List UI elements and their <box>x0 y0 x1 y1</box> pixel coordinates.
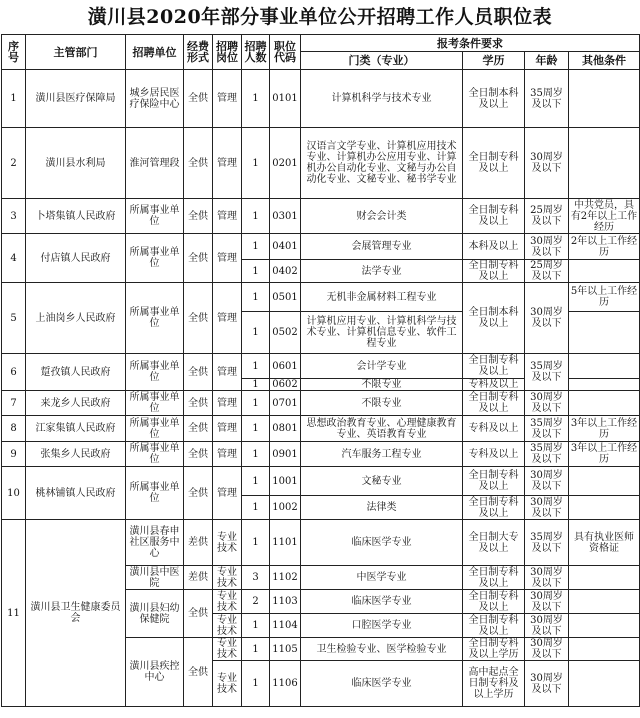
other-cell <box>569 467 640 496</box>
code-cell: 1002 <box>270 496 301 520</box>
major-cell: 汽车服务工程专业 <box>301 442 463 467</box>
edu-cell: 全日制专科及以上学历 <box>463 638 525 661</box>
num-cell: 1 <box>242 614 270 638</box>
edu-cell: 全日制专科及以上 <box>463 496 525 520</box>
fund-cell: 全供 <box>184 638 213 707</box>
post-cell: 专业技术 <box>213 590 242 614</box>
header-seq: 序号 <box>2 35 26 70</box>
num-cell: 1 <box>242 520 270 566</box>
edu-cell: 全日制专科及以上 <box>463 128 525 199</box>
other-cell: 3年以上工作经历 <box>569 442 640 467</box>
code-cell: 0402 <box>270 260 301 283</box>
post-cell: 管理 <box>213 128 242 199</box>
other-cell: 具有执业医师资格证 <box>569 520 640 566</box>
other-cell <box>569 590 640 614</box>
seq-cell: 10 <box>2 467 26 520</box>
major-cell: 思想政治教育专业、心理健康教育专业、英语教育专业 <box>301 416 463 442</box>
fund-cell: 全供 <box>184 199 213 234</box>
post-cell: 管理 <box>213 416 242 442</box>
edu-cell: 全日制专科及以上 <box>463 566 525 590</box>
other-cell <box>569 661 640 707</box>
age-cell: 30周岁及以下 <box>525 566 569 590</box>
header-unit: 招聘单位 <box>126 35 184 70</box>
code-cell: 0601 <box>270 354 301 379</box>
age-cell: 35周岁及以下 <box>525 442 569 467</box>
unit-cell: 所属事业单位 <box>126 199 184 234</box>
edu-cell: 全日制专科及以上 <box>463 467 525 496</box>
fund-cell: 全供 <box>184 391 213 416</box>
edu-cell: 高中起点全日制专科及以上学历 <box>463 661 525 707</box>
major-cell: 计算机应用专业、计算机科学与技术专业、计算机信息专业、软件工程专业 <box>301 312 463 354</box>
recruitment-table <box>1 34 640 707</box>
seq-cell: 3 <box>2 199 26 234</box>
unit-cell: 城乡居民医疗保险中心 <box>126 70 184 128</box>
major-cell: 中医学专业 <box>301 566 463 590</box>
dept-cell: 来龙乡人民政府 <box>26 391 126 416</box>
edu-cell: 全日制本科及以上 <box>463 283 525 354</box>
num-cell: 1 <box>242 260 270 283</box>
num-cell: 2 <box>242 590 270 614</box>
post-cell: 专业技术 <box>213 566 242 590</box>
other-cell: 2年以上工作经历 <box>569 234 640 260</box>
code-cell: 0602 <box>270 379 301 391</box>
code-cell: 1105 <box>270 638 301 661</box>
fund-cell: 全供 <box>184 442 213 467</box>
post-cell: 专业技术 <box>213 661 242 707</box>
fund-cell: 全供 <box>184 354 213 391</box>
age-cell: 30周岁及以下 <box>525 614 569 638</box>
table-row <box>2 520 640 566</box>
post-cell: 专业技术 <box>213 638 242 661</box>
other-cell <box>569 312 640 354</box>
other-cell: 中共党员，具有2年以上工作经历 <box>569 199 640 234</box>
edu-cell: 全日制专科及以上 <box>463 199 525 234</box>
seq-cell: 6 <box>2 354 26 391</box>
num-cell: 1 <box>242 234 270 260</box>
seq-cell: 8 <box>2 416 26 442</box>
code-cell: 0301 <box>270 199 301 234</box>
header-post: 招聘岗位 <box>213 35 242 70</box>
code-cell: 1104 <box>270 614 301 638</box>
fund-cell: 全供 <box>184 416 213 442</box>
seq-cell: 4 <box>2 234 26 283</box>
seq-cell: 7 <box>2 391 26 416</box>
unit-cell: 所属事业单位 <box>126 442 184 467</box>
age-cell: 35周岁及以下 <box>525 354 569 391</box>
unit-cell: 淮河管理段 <box>126 128 184 199</box>
edu-cell: 全日制专科及以上 <box>463 354 525 379</box>
num-cell: 1 <box>242 496 270 520</box>
num-cell: 1 <box>242 70 270 128</box>
seq-cell: 2 <box>2 128 26 199</box>
major-cell: 不限专业 <box>301 379 463 391</box>
age-cell: 30周岁及以下 <box>525 128 569 199</box>
major-cell: 法律类 <box>301 496 463 520</box>
age-cell: 35周岁及以下 <box>525 416 569 442</box>
num-cell: 1 <box>242 467 270 496</box>
post-cell: 管理 <box>213 391 242 416</box>
dept-cell: 卜塔集镇人民政府 <box>26 199 126 234</box>
code-cell: 1102 <box>270 566 301 590</box>
other-cell <box>569 391 640 416</box>
other-cell: 3年以上工作经历 <box>569 416 640 442</box>
edu-cell: 全日制专科及以上 <box>463 260 525 283</box>
fund-cell: 全供 <box>184 467 213 520</box>
age-cell: 30周岁及以下 <box>525 661 569 707</box>
major-cell: 不限专业 <box>301 391 463 416</box>
code-cell: 1103 <box>270 590 301 614</box>
post-cell: 管理 <box>213 234 242 283</box>
major-cell: 无机非金属材料工程专业 <box>301 283 463 312</box>
unit-cell: 所属事业单位 <box>126 283 184 354</box>
other-cell <box>569 496 640 520</box>
code-cell: 0501 <box>270 283 301 312</box>
dept-cell: 付店镇人民政府 <box>26 234 126 283</box>
fund-cell: 全供 <box>184 128 213 199</box>
table-row <box>2 199 640 234</box>
table-row <box>2 234 640 260</box>
fund-cell: 差供 <box>184 520 213 566</box>
post-cell: 管理 <box>213 283 242 354</box>
num-cell: 1 <box>242 379 270 391</box>
table-row <box>2 416 640 442</box>
page-title: 潢川县2020年部分事业单位公开招聘工作人员职位表 <box>87 6 553 28</box>
num-cell: 1 <box>242 283 270 312</box>
unit-cell: 所属事业单位 <box>126 391 184 416</box>
seq-cell: 1 <box>2 70 26 128</box>
num-cell: 1 <box>242 638 270 661</box>
num-cell: 1 <box>242 661 270 707</box>
header-edu: 学历 <box>463 52 525 70</box>
code-cell: 0701 <box>270 391 301 416</box>
header-major: 门类（专业） <box>301 52 463 70</box>
num-cell: 1 <box>242 442 270 467</box>
num-cell: 1 <box>242 354 270 379</box>
age-cell: 25周岁及以下 <box>525 260 569 283</box>
table-row <box>2 128 640 199</box>
major-cell: 法学专业 <box>301 260 463 283</box>
major-cell: 财会会计类 <box>301 199 463 234</box>
table-row <box>2 391 640 416</box>
unit-cell: 潢川县疾控中心 <box>126 638 184 707</box>
age-cell: 30周岁及以下 <box>525 391 569 416</box>
fund-cell: 全供 <box>184 283 213 354</box>
other-cell: 5年以上工作经历 <box>569 283 640 312</box>
major-cell: 计算机科学与技术专业 <box>301 70 463 128</box>
num-cell: 1 <box>242 199 270 234</box>
header-other: 其他条件 <box>569 52 640 70</box>
header-fund: 经费形式 <box>184 35 213 70</box>
header-code: 职位代码 <box>270 35 301 70</box>
code-cell: 1101 <box>270 520 301 566</box>
table-row <box>2 70 640 128</box>
other-cell <box>569 638 640 661</box>
unit-cell: 所属事业单位 <box>126 234 184 283</box>
code-cell: 1106 <box>270 661 301 707</box>
code-cell: 0801 <box>270 416 301 442</box>
edu-cell: 全日制专科及以上 <box>463 391 525 416</box>
age-cell: 30周岁及以下 <box>525 590 569 614</box>
table-row <box>2 467 640 496</box>
age-cell: 30周岁及以下 <box>525 496 569 520</box>
major-cell: 汉语言文学专业、计算机应用技术专业、计算机办公应用专业、计算机办公自动化专业、文秘与办公自动化专业、文秘专业、秘书学专业 <box>301 128 463 199</box>
header-requirements: 报考条件要求 <box>301 35 640 52</box>
major-cell: 口腔医学专业 <box>301 614 463 638</box>
fund-cell: 全供 <box>184 70 213 128</box>
num-cell: 1 <box>242 128 270 199</box>
other-cell <box>569 566 640 590</box>
header-num: 招聘人数 <box>242 35 270 70</box>
dept-cell: 上油岗乡人民政府 <box>26 283 126 354</box>
header-age: 年龄 <box>525 52 569 70</box>
num-cell: 1 <box>242 416 270 442</box>
unit-cell: 所属事业单位 <box>126 354 184 391</box>
fund-cell: 差供 <box>184 566 213 590</box>
edu-cell: 全日制专科及以上 <box>463 590 525 614</box>
seq-cell: 9 <box>2 442 26 467</box>
unit-cell: 潢川县中医院 <box>126 566 184 590</box>
post-cell: 管理 <box>213 199 242 234</box>
dept-cell: 桃林铺镇人民政府 <box>26 467 126 520</box>
dept-cell: 江家集镇人民政府 <box>26 416 126 442</box>
unit-cell: 潢川县春申社区服务中心 <box>126 520 184 566</box>
unit-cell: 所属事业单位 <box>126 416 184 442</box>
age-cell: 30周岁及以下 <box>525 638 569 661</box>
code-cell: 0401 <box>270 234 301 260</box>
dept-cell: 潢川县卫生健康委员会 <box>26 520 126 707</box>
post-cell: 管理 <box>213 70 242 128</box>
other-cell <box>569 614 640 638</box>
other-cell <box>569 354 640 379</box>
fund-cell: 全供 <box>184 590 213 638</box>
major-cell: 卫生检验专业、医学检验专业 <box>301 638 463 661</box>
edu-cell: 专科及以上 <box>463 379 525 391</box>
edu-cell: 专科及以上 <box>463 416 525 442</box>
table-row <box>2 354 640 379</box>
num-cell: 1 <box>242 312 270 354</box>
major-cell: 会计学专业 <box>301 354 463 379</box>
age-cell: 30周岁及以下 <box>525 283 569 354</box>
age-cell: 35周岁及以下 <box>525 70 569 128</box>
dept-cell: 潢川县水利局 <box>26 128 126 199</box>
code-cell: 0502 <box>270 312 301 354</box>
major-cell: 会展管理专业 <box>301 234 463 260</box>
edu-cell: 全日制本科及以上 <box>463 70 525 128</box>
age-cell: 30周岁及以下 <box>525 467 569 496</box>
other-cell <box>569 70 640 128</box>
edu-cell: 全日制大专及以上 <box>463 520 525 566</box>
major-cell: 临床医学专业 <box>301 590 463 614</box>
dept-cell: 踅孜镇人民政府 <box>26 354 126 391</box>
post-cell: 管理 <box>213 354 242 391</box>
code-cell: 1001 <box>270 467 301 496</box>
edu-cell: 全日制专科及以上 <box>463 614 525 638</box>
num-cell: 1 <box>242 391 270 416</box>
post-cell: 管理 <box>213 467 242 520</box>
fund-cell: 全供 <box>184 234 213 283</box>
other-cell <box>569 128 640 199</box>
dept-cell: 潢川县医疗保障局 <box>26 70 126 128</box>
code-cell: 0101 <box>270 70 301 128</box>
seq-cell: 11 <box>2 520 26 707</box>
major-cell: 临床医学专业 <box>301 520 463 566</box>
post-cell: 专业技术 <box>213 614 242 638</box>
other-cell <box>569 260 640 283</box>
major-cell: 临床医学专业 <box>301 661 463 707</box>
other-cell <box>569 379 640 391</box>
code-cell: 0201 <box>270 128 301 199</box>
age-cell: 35周岁及以下 <box>525 520 569 566</box>
major-cell: 文秘专业 <box>301 467 463 496</box>
unit-cell: 所属事业单位 <box>126 467 184 520</box>
table-row <box>2 283 640 312</box>
table-row <box>2 442 640 467</box>
age-cell: 30周岁及以下 <box>525 234 569 260</box>
edu-cell: 本科及以上 <box>463 234 525 260</box>
post-cell: 专业技术 <box>213 520 242 566</box>
code-cell: 0901 <box>270 442 301 467</box>
age-cell: 25周岁及以下 <box>525 199 569 234</box>
num-cell: 3 <box>242 566 270 590</box>
edu-cell: 专科及以上 <box>463 442 525 467</box>
dept-cell: 张集乡人民政府 <box>26 442 126 467</box>
unit-cell: 潢川县妇幼保健院 <box>126 590 184 638</box>
post-cell: 管理 <box>213 442 242 467</box>
seq-cell: 5 <box>2 283 26 354</box>
header-dept: 主管部门 <box>26 35 126 70</box>
